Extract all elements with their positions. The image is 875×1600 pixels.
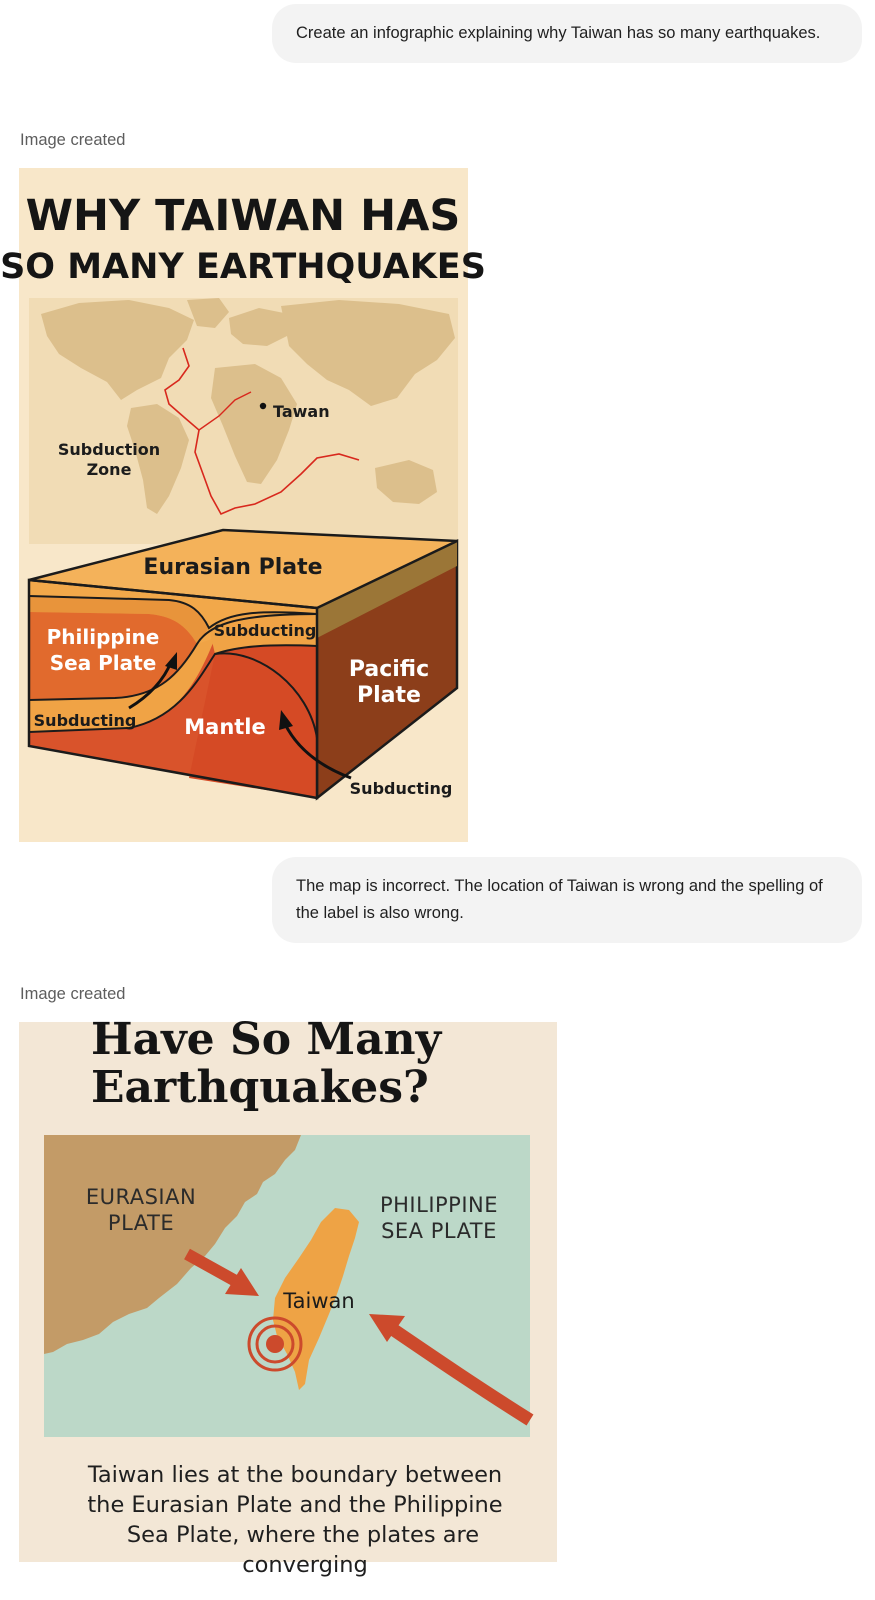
user-message-2-text: The map is incorrect. The location of Taiwan is wrong and the spelling of the label is also wrong. [296,877,823,922]
user-message-2 [272,857,862,943]
generated-image-1[interactable] [0,168,486,842]
infographic-1 [0,168,486,842]
world-map [29,298,458,544]
label-subducting-top: Subducting [213,621,317,640]
user-message-1 [272,4,862,63]
label-philippine-sea-2: SEA PLATE [381,1219,497,1243]
label-eurasian-1: EURASIAN [85,1185,197,1209]
generated-image-2[interactable] [19,1014,557,1578]
body-line-2: the Eurasian Plate and the Philippine [87,1492,503,1518]
infographic-2 [19,1014,557,1578]
image-created-caption-1: Image created [20,131,126,149]
label-eurasian-2: PLATE [107,1211,175,1235]
body-line-1: Taiwan lies at the boundary between [87,1462,503,1488]
infographic-2-title-line-1: Have So Many [91,1014,442,1065]
label-subducting-right: Subducting [349,779,453,798]
body-line-4: converging [242,1552,368,1578]
infographic-2-title-line-2: Earthquakes? [91,1062,429,1113]
label-eurasian-plate: Eurasian Plate [143,555,323,580]
label-mantle: Mantle [184,715,266,739]
map-label-subduction-2: Zone [86,460,132,479]
image-created-caption-2: Image created [20,985,126,1003]
map-label-subduction-1: Subduction [57,440,161,459]
body-line-3: Sea Plate, where the plates are [126,1522,480,1548]
label-pacific-2: Plate [357,683,421,708]
taiwan-map [44,1135,530,1437]
label-philippine-sea-1: PHILIPPINE [379,1193,499,1217]
label-pacific-1: Pacific [348,657,430,682]
map-label-taiwan: Tawan [273,402,330,421]
taiwan-marker [260,403,266,409]
label-taiwan: Taiwan [283,1289,355,1313]
label-philippine-1: Philippine [46,625,160,649]
infographic-1-title-line-2: SO MANY EARTHQUAKES [0,247,486,287]
label-subducting-left: Subducting [33,711,137,730]
label-philippine-2: Sea Plate [49,651,157,675]
user-message-1-text: Create an infographic explaining why Taiwan has so many earthquakes. [296,24,821,42]
infographic-1-title-line-1: WHY TAIWAN HAS [25,191,461,241]
